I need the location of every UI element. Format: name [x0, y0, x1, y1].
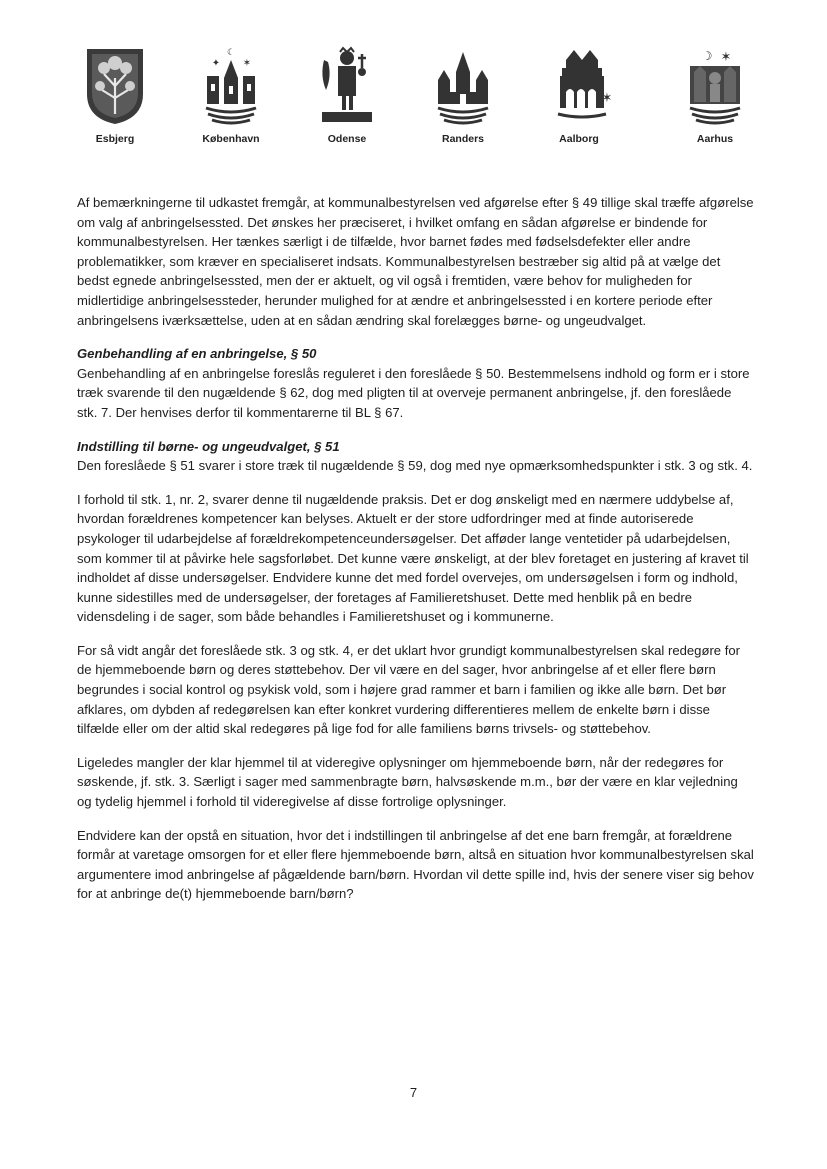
section-heading-indstilling: Indstilling til børne- og ungeudvalget, § 51 — [77, 438, 340, 454]
section-51-paragraph-stk3-stk4: For så vidt angår det foreslåede stk. 3 og stk. 4, er det uklart hvor grundigt kommunalbestyrelsen skal redegøre for de hjemmeboende børn og deres støttebehov. Der vil være en del sager, hvor anbringelse af et eller flere børn begrundes i social kontrol og psykisk vold, som i højere grad rammer et barn i familien og ikke alle børn. Det bør afklares, om dybden af redegørelsen kan efter konkret vurdering differentieres mellem de enkelte børn i disse tilfælde eller om der altid skal redegøres på lige fod for alle familiens børns trivsels- og støttebehov. — [77, 642, 741, 737]
svg-text:✶: ✶ — [601, 91, 613, 106]
page-number: 7 — [409, 1085, 418, 1100]
svg-text:✶: ✶ — [720, 50, 732, 65]
svg-text:✶: ✶ — [242, 58, 252, 69]
esbjerg-coat-of-arms-icon — [84, 46, 146, 126]
logo-aarhus — [660, 46, 770, 145]
kobenhavn-coat-of-arms-icon — [200, 46, 262, 126]
section-50-paragraph: Genbehandling af en anbringelse foreslås reguleret i den foreslåede § 50. Bestemmelsens indhold og form er i store træk svarende til den nugældende § 62, dog med pligten til at overveje permanent anbringelse, jf. den foreslåede stk. 7. Der henvises derfor til kommentarerne til BL § 67. — [77, 365, 750, 420]
section-51-paragraph-forhold: I forhold til stk. 1, nr. 2, svarer denne til nugældende praksis. Det er dog ønskeligt med en nærmere uddybelse af, hvordan forældrenes kompetencer kan belyses. Aktuelt er der store udfordringer med at finde autoriserede psykologer til udarbejdelse af forældrekompetenceundersøgelser. Det afføder lange ventetider på udarbejdelsen, som kommer til at påvirke hele sagsforløbet. Det kunne være ønskeligt, at der blev foretaget en justering af kravet til indholdet af disse undersøgelser. Endvidere kunne det med fordel overvejes, om undersøgelsen i form og indhold, kunne sidestilles med de undersøgelser, der foretages af Familieretshuset. Dette med henblik på en bedre vidensdeling i de sager, som både behandles i Familieretshuset og i kommunerne. — [77, 491, 749, 625]
section-51-paragraph-situation: Endvidere kan der opstå en situation, hvor det i indstillingen til anbringelse af det ene barn fremgår, at forældrene formår at varetage omsorgen for et eller flere hjemmeboende børn, altså en situation hvor kommunalbestyrelsen skal argumentere imod anbringelse af pågældende barn/børn. Hvordan vil dette spille ind, hvis der senere viser sig behov for at anbringe de(t) hjemmeboende barn/børn? — [77, 827, 754, 902]
logo-kobenhavn — [176, 46, 286, 145]
aarhus-coat-of-arms-icon — [684, 46, 746, 126]
intro-paragraph: Af bemærkningerne til udkastet fremgår, at kommunalbestyrelsen ved afgørelse efter § 49 tillige skal træffe afgørelse om valg af anbringelsessted. Det ønskes her præciseret, i hvilket omfang en sådan afgørelse er bindende for kommunalbestyrelsen. Her tænkes særligt i de tilfælde, hvor barnet fødes med fødselsdefekter eller andre problematikker, som kræver en specialiseret indsats. Kommunalbestyrelsen bestræber sig altid på at vælge det bedst egnede anbringelsessted, men der er aktuelt, og vil også i fremtiden, være behov for muligheden for midlertidige anbringelsessteder, herunder mulighed for at ændre et anbringelsessted i en kortere periode efter anbringelsens iværksættelse, uden at en sådan ændring skal forelægges børne- og ungeudvalget. — [77, 195, 754, 328]
logo-label-odense: Odense — [327, 133, 367, 145]
odense-coat-of-arms-icon — [316, 46, 378, 126]
logo-aalborg — [524, 46, 634, 145]
document-body — [77, 193, 754, 918]
logo-label-aarhus: Aarhus — [696, 133, 734, 145]
section-heading-genbehandling: Genbehandling af en anbringelse, § 50 — [77, 346, 317, 362]
logo-label-kobenhavn: København — [202, 133, 260, 145]
section-51-intro-paragraph: Den foreslåede § 51 svarer i store træk til nugældende § 59, dog med nye opmærksomhedspunkter i stk. 3 og stk. 4. — [77, 458, 753, 474]
svg-text:☾: ☾ — [226, 48, 236, 58]
logo-label-esbjerg: Esbjerg — [95, 133, 135, 145]
logo-label-aalborg: Aalborg — [559, 133, 599, 145]
logo-odense — [292, 46, 402, 145]
svg-text:✦: ✦ — [211, 58, 221, 69]
logo-randers — [408, 46, 518, 145]
logo-label-randers: Randers — [441, 133, 484, 145]
randers-coat-of-arms-icon — [432, 46, 494, 126]
logo-esbjerg — [60, 46, 170, 145]
aalborg-coat-of-arms-icon — [544, 46, 614, 126]
section-51-paragraph-hjemmel: Ligeledes mangler der klar hjemmel til at videregive oplysninger om hjemmeboende børn, når der redegøres for søskende, jf. stk. 3. Særligt i sager med sammenbragte børn, halvsøskende m.m., bør der være en klar vejledning og tydelig hjemmel i forhold til videregivelse af disse fortrolige oplysninger. — [77, 754, 738, 810]
municipality-logo-row — [60, 46, 780, 164]
svg-text:☽: ☽ — [701, 49, 713, 63]
